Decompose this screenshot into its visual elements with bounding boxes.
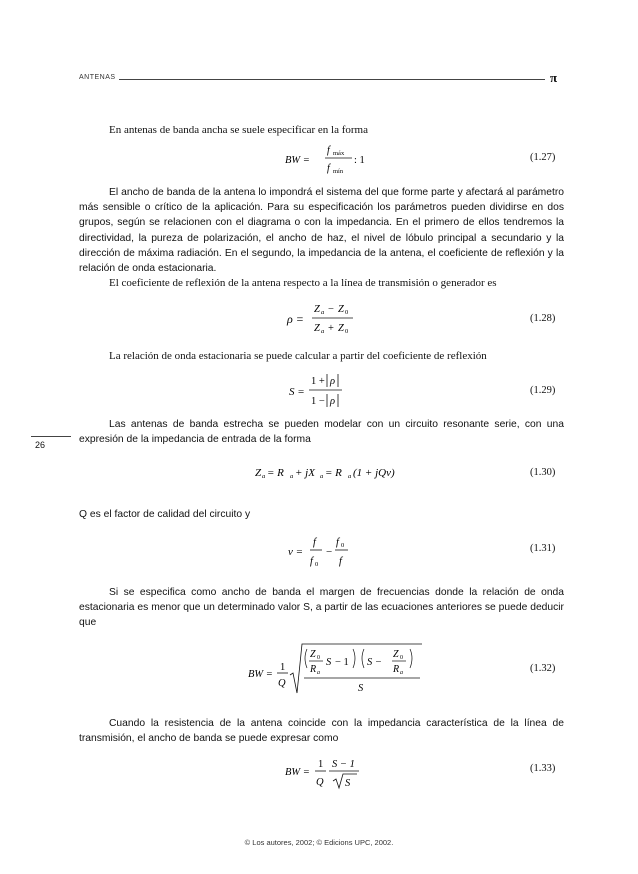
eq127-num: f bbox=[327, 145, 330, 156]
svg-text:Q: Q bbox=[278, 678, 286, 689]
eq-number-1-32: (1.32) bbox=[530, 663, 556, 674]
svg-text:= R: = R bbox=[325, 467, 342, 479]
svg-text:Z: Z bbox=[338, 323, 344, 334]
eq129-lhs: S = bbox=[289, 386, 305, 398]
svg-text:a: a bbox=[321, 309, 325, 316]
running-header: ANTENAS bbox=[79, 74, 116, 81]
svg-text:− 1: − 1 bbox=[335, 657, 349, 668]
eq127-den-sub: mín bbox=[333, 168, 344, 175]
svg-text:1: 1 bbox=[280, 662, 286, 673]
equation-1-27 bbox=[283, 140, 373, 180]
svg-text:Z: Z bbox=[314, 304, 320, 315]
svg-text:(1 + jQν): (1 + jQν) bbox=[353, 467, 395, 479]
eq-number-1-31: (1.31) bbox=[530, 543, 556, 554]
svg-text:R: R bbox=[310, 664, 317, 675]
eq-number-1-33: (1.33) bbox=[530, 763, 556, 774]
eq-number-1-30: (1.30) bbox=[530, 467, 556, 478]
svg-text:+: + bbox=[328, 323, 334, 334]
svg-text:Z: Z bbox=[393, 649, 399, 660]
svg-text:f: f bbox=[339, 556, 342, 567]
page-number-rule bbox=[31, 436, 71, 437]
svg-text:f: f bbox=[310, 556, 313, 567]
paragraph-6: Q es el factor de calidad del circuito y bbox=[79, 509, 251, 520]
svg-text:= R: = R bbox=[267, 467, 284, 479]
svg-text:S − 1: S − 1 bbox=[332, 759, 355, 770]
svg-text:Q: Q bbox=[316, 777, 324, 788]
equation-1-31 bbox=[286, 533, 366, 573]
svg-text:0: 0 bbox=[400, 655, 403, 661]
svg-text:S: S bbox=[345, 778, 351, 789]
svg-text:0: 0 bbox=[345, 328, 349, 335]
copyright-footer: © Los autores, 2002; © Edicions UPC, 2002. bbox=[244, 838, 394, 847]
svg-text:S: S bbox=[358, 683, 364, 694]
eq-number-1-28: (1.28) bbox=[530, 313, 556, 324]
svg-text:+ jX: + jX bbox=[295, 467, 315, 479]
svg-text:Z: Z bbox=[255, 467, 262, 479]
paragraph-7: Si se especifica como ancho de banda el margen de frecuencias donde la relación de onda estacionaria es menor que un determinado valor S, a partir de las ecuaciones anteriores se puede deducir que bbox=[79, 587, 564, 629]
eq127-lhs: BW = bbox=[285, 155, 310, 166]
equation-1-30 bbox=[253, 460, 403, 484]
svg-text:−: − bbox=[328, 304, 334, 315]
svg-text:a: a bbox=[400, 670, 403, 676]
paragraph-4: La relación de onda estacionaria se puede calcular a partir del coeficiente de reflexión bbox=[109, 350, 487, 362]
eq127-tail: : 1 bbox=[354, 155, 365, 166]
svg-text:BW =: BW = bbox=[285, 767, 310, 778]
paragraph-5: Las antenas de banda estrecha se pueden modelar con un circuito resonante serie, con una expresión de la impedancia de entrada de la forma bbox=[79, 419, 564, 446]
svg-text:a: a bbox=[317, 670, 320, 676]
svg-text:0: 0 bbox=[345, 309, 349, 316]
svg-text:f: f bbox=[336, 537, 339, 548]
paragraph-2: El ancho de banda de la antena lo impondrá el sistema del que forme parte y afectará al parámetro más sensible o crítico de la aplicación. Para su especificación los parámetros pueden dividirse en dos grupos, según se relacionen con el diagrama o con la impedancia. En el primero de ellos tendremos la directividad, la pureza de polarización, el ancho de haz, el nivel de lóbulo principal a secundario y la dirección de máxima radiación. En el segundo, la impedancia de la antena, el coeficiente de reflexión y la relación de onda estacionaria. bbox=[79, 187, 564, 275]
svg-text:−: − bbox=[326, 546, 333, 558]
publisher-logo-icon: π bbox=[550, 70, 558, 85]
page-number: 26 bbox=[35, 440, 46, 450]
svg-text:Z: Z bbox=[310, 649, 316, 660]
svg-text:S: S bbox=[326, 657, 332, 668]
svg-text:1: 1 bbox=[318, 759, 324, 770]
svg-text:a: a bbox=[321, 328, 325, 335]
paragraph-1: En antenas de banda ancha se suele especificar en la forma bbox=[109, 124, 368, 136]
eq127-den: f bbox=[327, 163, 330, 174]
svg-text:a: a bbox=[290, 473, 294, 480]
svg-text:Z: Z bbox=[314, 323, 320, 334]
svg-text:1 −: 1 − bbox=[311, 396, 325, 407]
eq-number-1-29: (1.29) bbox=[530, 385, 556, 396]
svg-text:a: a bbox=[262, 473, 266, 480]
svg-text:1 +: 1 + bbox=[311, 376, 325, 387]
svg-text:0: 0 bbox=[315, 561, 319, 568]
eq128-lhs: ρ = bbox=[287, 312, 304, 326]
equation-1-28 bbox=[283, 298, 373, 340]
eq-number-1-27: (1.27) bbox=[530, 152, 556, 163]
svg-text:BW =: BW = bbox=[248, 669, 273, 680]
svg-text:ρ: ρ bbox=[330, 376, 336, 387]
svg-text:ρ: ρ bbox=[330, 396, 336, 407]
svg-text:ν =: ν = bbox=[288, 546, 304, 558]
equation-1-33 bbox=[283, 753, 373, 793]
svg-text:a: a bbox=[320, 473, 324, 480]
svg-text:a: a bbox=[348, 473, 352, 480]
header-rule bbox=[119, 79, 545, 80]
svg-text:Z: Z bbox=[338, 304, 344, 315]
paragraph-3: El coeficiente de reflexión de la antena respecto a la línea de transmisión o generador es bbox=[109, 277, 497, 289]
equation-1-32 bbox=[244, 641, 424, 697]
svg-text:0: 0 bbox=[341, 542, 345, 549]
svg-text:f: f bbox=[313, 537, 316, 548]
equation-1-29 bbox=[287, 370, 367, 412]
eq127-num-sub: máx bbox=[333, 150, 345, 157]
svg-text:R: R bbox=[393, 664, 400, 675]
paragraph-8: Cuando la resistencia de la antena coincide con la impedancia característica de la línea de transmisión, el ancho de banda se puede expresar como bbox=[79, 718, 564, 745]
svg-text:S −: S − bbox=[367, 657, 382, 668]
svg-text:0: 0 bbox=[317, 655, 320, 661]
